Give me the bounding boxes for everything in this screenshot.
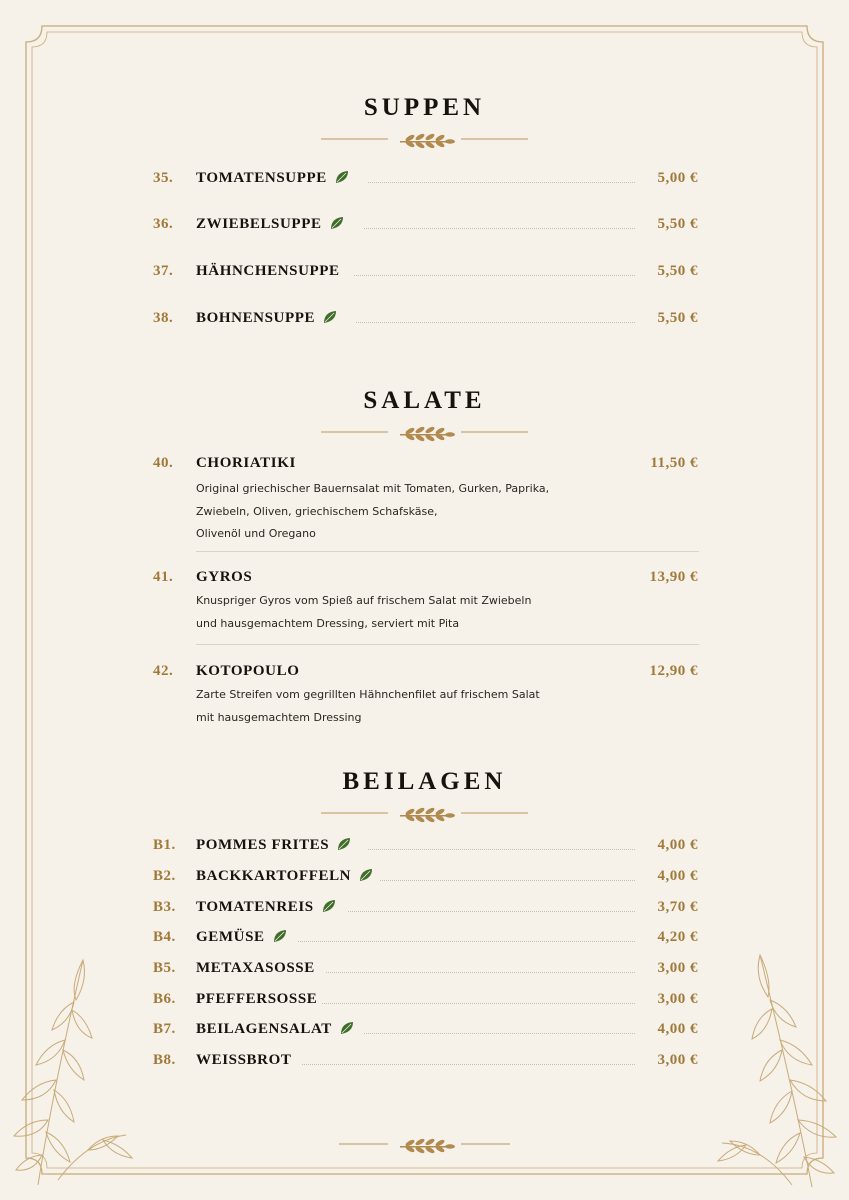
menu-item <box>0 991 849 1017</box>
item-name-wrap <box>196 263 340 280</box>
item-number: 41. <box>153 569 174 585</box>
leaf-icon <box>330 216 344 230</box>
item-price: 5,00 € <box>657 170 698 186</box>
item-name-wrap <box>196 1052 291 1069</box>
description-line: Zarte Streifen vom gegrillten Hähnchenfilet auf frischem Salat <box>196 688 540 701</box>
item-number: 37. <box>153 263 174 279</box>
leaf-icon <box>337 837 351 851</box>
item-name-wrap <box>196 929 287 946</box>
item-name: BOHNENSUPPE <box>196 310 316 326</box>
menu-item <box>0 263 849 289</box>
description-line: Original griechischer Bauernsalat mit Tomaten, Gurken, Paprika, <box>196 482 550 495</box>
item-name-wrap <box>196 868 373 885</box>
leader-dots <box>348 911 635 912</box>
item-name: BACKKARTOFFELN <box>196 868 352 884</box>
wheat-ornament-icon <box>0 1134 849 1154</box>
item-price: 11,50 € <box>650 455 698 471</box>
item-name: CHORIATIKI <box>196 455 296 471</box>
menu-item <box>0 960 849 986</box>
item-name: KOTOPOULO <box>196 663 300 679</box>
leader-dots <box>368 849 635 850</box>
leader-dots <box>322 1003 635 1004</box>
item-description <box>196 684 540 729</box>
item-separator <box>196 644 699 645</box>
item-name: BEILAGENSALAT <box>196 1021 332 1037</box>
item-name: TOMATENREIS <box>196 899 314 915</box>
item-name: ZWIEBELSUPPE <box>196 216 322 232</box>
leader-dots <box>326 972 635 973</box>
item-name-wrap <box>196 170 349 187</box>
item-price: 3,00 € <box>657 960 698 976</box>
leaf-icon <box>322 899 336 913</box>
item-number: B5. <box>153 960 176 976</box>
item-number: 42. <box>153 663 174 679</box>
leader-dots <box>354 275 635 276</box>
menu-item <box>0 868 849 894</box>
leaf-icon <box>323 310 337 324</box>
item-number: B4. <box>153 929 176 945</box>
menu-item <box>0 170 849 196</box>
leader-dots <box>302 1064 635 1065</box>
item-price: 4,20 € <box>657 929 698 945</box>
item-number: B2. <box>153 868 176 884</box>
menu-item <box>0 899 849 925</box>
item-number: B3. <box>153 899 176 915</box>
item-number: B8. <box>153 1052 176 1068</box>
description-line: Knuspriger Gyros vom Spieß auf frischem Salat mit Zwiebeln <box>196 594 532 607</box>
item-number: 36. <box>153 216 174 232</box>
leader-dots <box>356 322 635 323</box>
menu-item <box>0 837 849 863</box>
item-name-wrap <box>196 991 317 1008</box>
item-price: 12,90 € <box>649 663 698 679</box>
item-name: GYROS <box>196 569 253 585</box>
item-number: B6. <box>153 991 176 1007</box>
item-price: 5,50 € <box>657 216 698 232</box>
item-name: METAXASOSSE <box>196 960 315 976</box>
leaf-icon <box>340 1021 354 1035</box>
item-description <box>196 590 531 635</box>
item-number: B7. <box>153 1021 176 1037</box>
leaf-icon <box>335 170 349 184</box>
leaf-icon <box>359 868 373 882</box>
item-description <box>196 478 549 546</box>
item-price: 4,00 € <box>657 868 698 884</box>
item-price: 3,00 € <box>657 991 698 1007</box>
wheat-ornament-icon <box>0 422 849 442</box>
section-title-suppen: SUPPEN <box>363 94 486 121</box>
item-price: 5,50 € <box>657 263 698 279</box>
item-price: 3,00 € <box>657 1052 698 1068</box>
item-price: 4,00 € <box>657 837 698 853</box>
item-number: 35. <box>153 170 174 186</box>
leader-dots <box>368 182 635 183</box>
item-price: 4,00 € <box>657 1021 698 1037</box>
menu-item <box>0 1021 849 1047</box>
leader-dots <box>380 880 635 881</box>
item-name: TOMATENSUPPE <box>196 170 327 186</box>
leaf-icon <box>273 929 287 943</box>
item-name: WEISSBROT <box>196 1052 292 1068</box>
menu-item <box>0 310 849 336</box>
item-name: POMMES FRITES <box>196 837 330 853</box>
item-name-wrap <box>196 1021 354 1038</box>
item-number: 38. <box>153 310 174 326</box>
menu-item <box>0 1052 849 1078</box>
description-line: Zwiebeln, Oliven, griechischem Schafskäse, <box>196 504 438 518</box>
description-line: und hausgemachtem Dressing, serviert mit Pita <box>196 616 460 630</box>
item-name: GEMÜSE <box>196 929 265 945</box>
wheat-ornament-icon <box>0 129 849 149</box>
item-price: 13,90 € <box>649 569 698 585</box>
menu-item <box>0 216 849 242</box>
leader-dots <box>364 228 635 229</box>
item-name-wrap <box>196 310 337 327</box>
leader-dots <box>298 941 635 942</box>
item-name: PFEFFERSOSSE <box>196 991 318 1007</box>
item-separator <box>196 551 699 552</box>
item-name-wrap <box>196 960 315 977</box>
item-number: 40. <box>153 455 174 471</box>
item-number: B1. <box>153 837 176 853</box>
description-line: Olivenöl und Oregano <box>196 527 316 540</box>
item-name-wrap <box>196 899 336 916</box>
leader-dots <box>364 1033 635 1034</box>
item-name-wrap <box>196 216 344 233</box>
wheat-ornament-icon <box>0 803 849 823</box>
description-line: mit hausgemachtem Dressing <box>196 710 362 724</box>
item-price: 5,50 € <box>657 310 698 326</box>
menu-item <box>0 929 849 955</box>
section-title-beilagen: BEILAGEN <box>342 768 507 795</box>
section-title-salate: SALATE <box>363 387 486 414</box>
item-price: 3,70 € <box>657 899 698 915</box>
item-name: HÄHNCHENSUPPE <box>196 263 340 279</box>
item-name-wrap <box>196 837 351 854</box>
